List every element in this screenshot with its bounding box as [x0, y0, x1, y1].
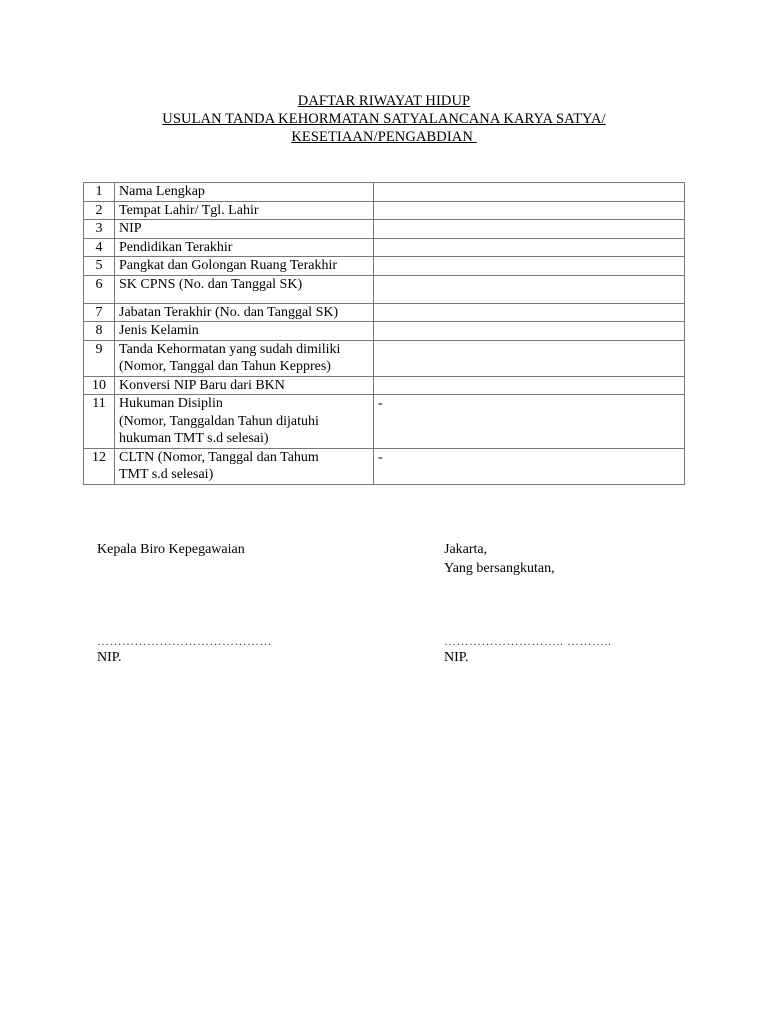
row-value	[374, 257, 685, 276]
row-label: Jenis Kelamin	[115, 322, 374, 341]
row-label-sub: hukuman TMT s.d selesai)	[119, 431, 269, 446]
signature-right-line: ……………………….. ………..	[444, 634, 612, 648]
table-row	[84, 448, 685, 484]
row-number: 6	[84, 275, 115, 303]
document-title	[0, 92, 768, 146]
signature-left-line: ……………………………………	[97, 634, 272, 648]
table-row	[84, 303, 685, 322]
row-number: 3	[84, 220, 115, 239]
row-value	[374, 238, 685, 257]
row-label-multiline	[115, 448, 374, 484]
row-label-sub: (Nomor, Tanggaldan Tahun dijatuhi	[119, 413, 319, 429]
row-label: Nama Lengkap	[115, 183, 374, 202]
table-row	[84, 220, 685, 239]
row-number: 8	[84, 322, 115, 341]
row-label: CLTN (Nomor, Tanggal dan Tahum	[119, 449, 319, 465]
row-value	[374, 220, 685, 239]
signature-right-nip: NIP.	[444, 650, 469, 665]
row-value	[374, 340, 685, 376]
row-label-multiline	[115, 340, 374, 376]
title-line-1: DAFTAR RIWAYAT HIDUP	[297, 93, 471, 109]
row-number: 4	[84, 238, 115, 257]
signature-right-place: Jakarta,	[444, 542, 488, 557]
table-row	[84, 201, 685, 220]
signature-left-nip: NIP.	[97, 650, 122, 665]
signature-left-role: Kepala Biro Kepegawaian	[97, 542, 245, 557]
table-row	[84, 257, 685, 276]
row-label: SK CPNS (No. dan Tanggal SK)	[115, 275, 374, 303]
table-row	[84, 340, 685, 376]
table-row	[84, 395, 685, 449]
row-number: 12	[84, 448, 115, 484]
biodata-table	[83, 182, 685, 485]
row-label: Tempat Lahir/ Tgl. Lahir	[115, 201, 374, 220]
table-row	[84, 322, 685, 341]
row-number: 1	[84, 183, 115, 202]
row-label: Pendidikan Terakhir	[115, 238, 374, 257]
row-value: -	[374, 448, 685, 484]
row-value: -	[374, 395, 685, 449]
row-value	[374, 183, 685, 202]
row-value	[374, 201, 685, 220]
row-value	[374, 322, 685, 341]
row-number: 7	[84, 303, 115, 322]
table-row	[84, 376, 685, 395]
row-value	[374, 303, 685, 322]
row-label-multiline	[115, 395, 374, 449]
row-label: Tanda Kehormatan yang sudah dimiliki	[119, 341, 341, 357]
table-row	[84, 238, 685, 257]
title-line-3: KESETIAAN/PENGABDIAN	[291, 129, 477, 145]
row-number: 9	[84, 340, 115, 376]
row-number: 10	[84, 376, 115, 395]
row-number: 5	[84, 257, 115, 276]
row-label: Konversi NIP Baru dari BKN	[115, 376, 374, 395]
title-line-2: USULAN TANDA KEHORMATAN SATYALANCANA KARYA SATYA/	[162, 111, 606, 127]
table-row	[84, 275, 685, 303]
row-label-sub: (Nomor, Tanggal dan Tahun Keppres)	[119, 359, 331, 374]
row-label: Hukuman Disiplin	[119, 396, 223, 411]
row-number: 11	[84, 395, 115, 449]
table-row	[84, 183, 685, 202]
signature-right-role: Yang bersangkutan,	[444, 561, 555, 576]
row-label: Jabatan Terakhir (No. dan Tanggal SK)	[115, 303, 374, 322]
row-number: 2	[84, 201, 115, 220]
row-value	[374, 376, 685, 395]
row-value	[374, 275, 685, 303]
row-label: NIP	[115, 220, 374, 239]
row-label: Pangkat dan Golongan Ruang Terakhir	[115, 257, 374, 276]
row-label-sub: TMT s.d selesai)	[119, 467, 214, 482]
